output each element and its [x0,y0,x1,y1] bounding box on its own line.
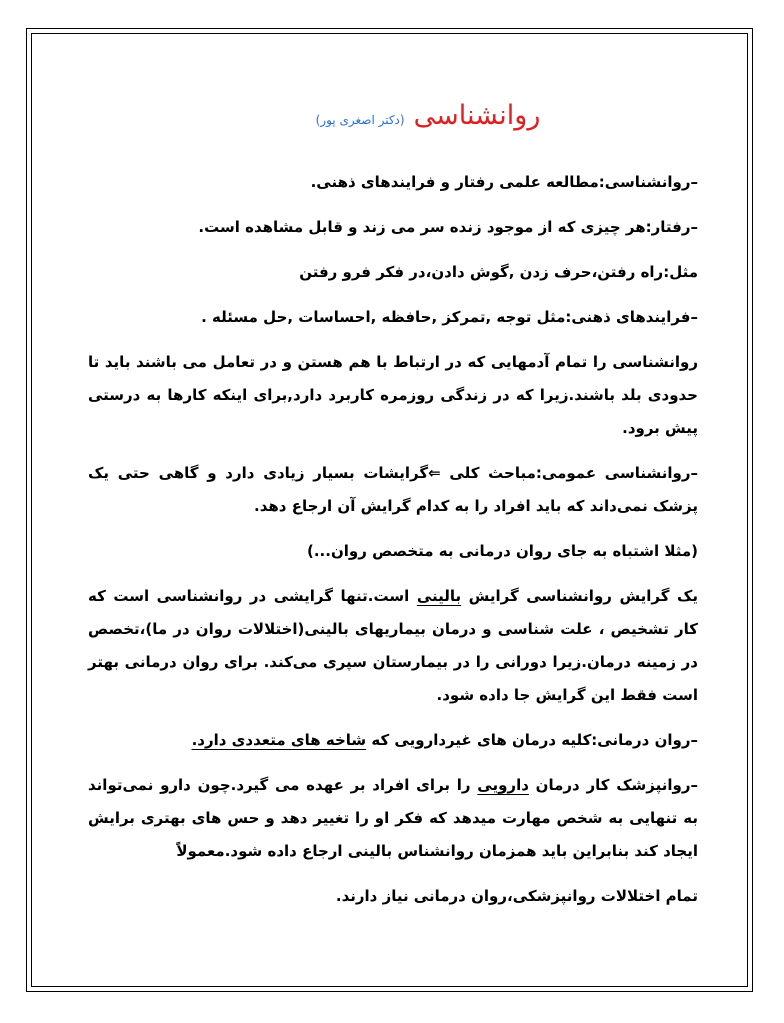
paragraph-general-psychology: –روانشناسی عمومی:مباحث کلی ⇐گرایشات بسیار زیادی دارد و گاهی حتی یک پزشک نمی‌داند که باید افراد را به کدام گرایش آن ارجاع دهد. [88,464,698,515]
underlined-medication: دارویی [477,776,529,794]
page-title: روانشناسی [413,100,541,131]
author-subtitle: (دکتر اصغری پور) [315,113,405,127]
title-row [88,96,698,140]
paragraph-disorders: تمام اختلالات روانپزشکی،روان درمانی نیاز دارند. [335,887,698,905]
document-body [88,96,698,925]
paragraph-behavior: –رفتار:هر چیزی که از موجود زنده سر می زند و قابل مشاهده است. [198,218,698,236]
psychotherapy-text: –روان درمانی:کلیه درمان های غیردارویی که [366,731,698,749]
paragraph-mental-processes: –فرایندهای ذهنی:مثل توجه ,تمرکز ,حافظه ,احساسات ,حل مسئله . [201,308,698,326]
underlined-clinical: بالینی [416,587,462,605]
paragraph-definition: –روانشناسی:مطالعه علمی رفتار و فرایندهای ذهنی. [310,173,698,191]
clinical-text-start: یک گرایش روانشناسی گرایش [461,587,698,605]
paragraph-psychiatrist [88,769,698,868]
psychiatrist-text-start: –روانپزشک کار درمان [528,776,698,794]
clinical-text-rest: است.تنها گرایشی در روانشناسی است که کار تشخیص ، علت شناسی و درمان بیماریهای بالینی(اختلالات روان در ما)،تخصص در زمینه درمان.زیرا دورانی را در بیمارستان سپری می‌کند. برای روان درمانی بهتر است فقط این گرایش جا داده شود. [88,587,698,704]
paragraph-everyday-psychology: روانشناسی را تمام آدمهایی که در ارتباط با هم هستن و در تعامل می باشند باید تا حدودی بلد باشند.زیرا که در زندگی روزمره کاربرد دارد,برای اینکه کارها به درستی پیش برود. [88,353,698,437]
underlined-branches: شاخه های متعددی دارد. [191,731,367,749]
paragraph-example-note: (مثلا اشتباه به جای روان درمانی به متخصص روان...) [307,542,698,560]
paragraph-clinical-psychology [88,580,698,712]
psychiatrist-text-rest: را برای افراد بر عهده می گیرد.چون دارو نمی‌تواند به تنهایی به شخص مهارت میدهد که فکر او را تغییر دهد و حس های بهتری برایش ایجاد کند بنابراین باید همزمان روانشناس بالینی ارجاع داده شود.معمولاً [88,776,698,860]
paragraph-behavior-examples: مثل:راه رفتن،حرف زدن ,گوش دادن،در فکر فرو رفتن [299,263,698,281]
paragraph-psychotherapy [88,724,698,757]
